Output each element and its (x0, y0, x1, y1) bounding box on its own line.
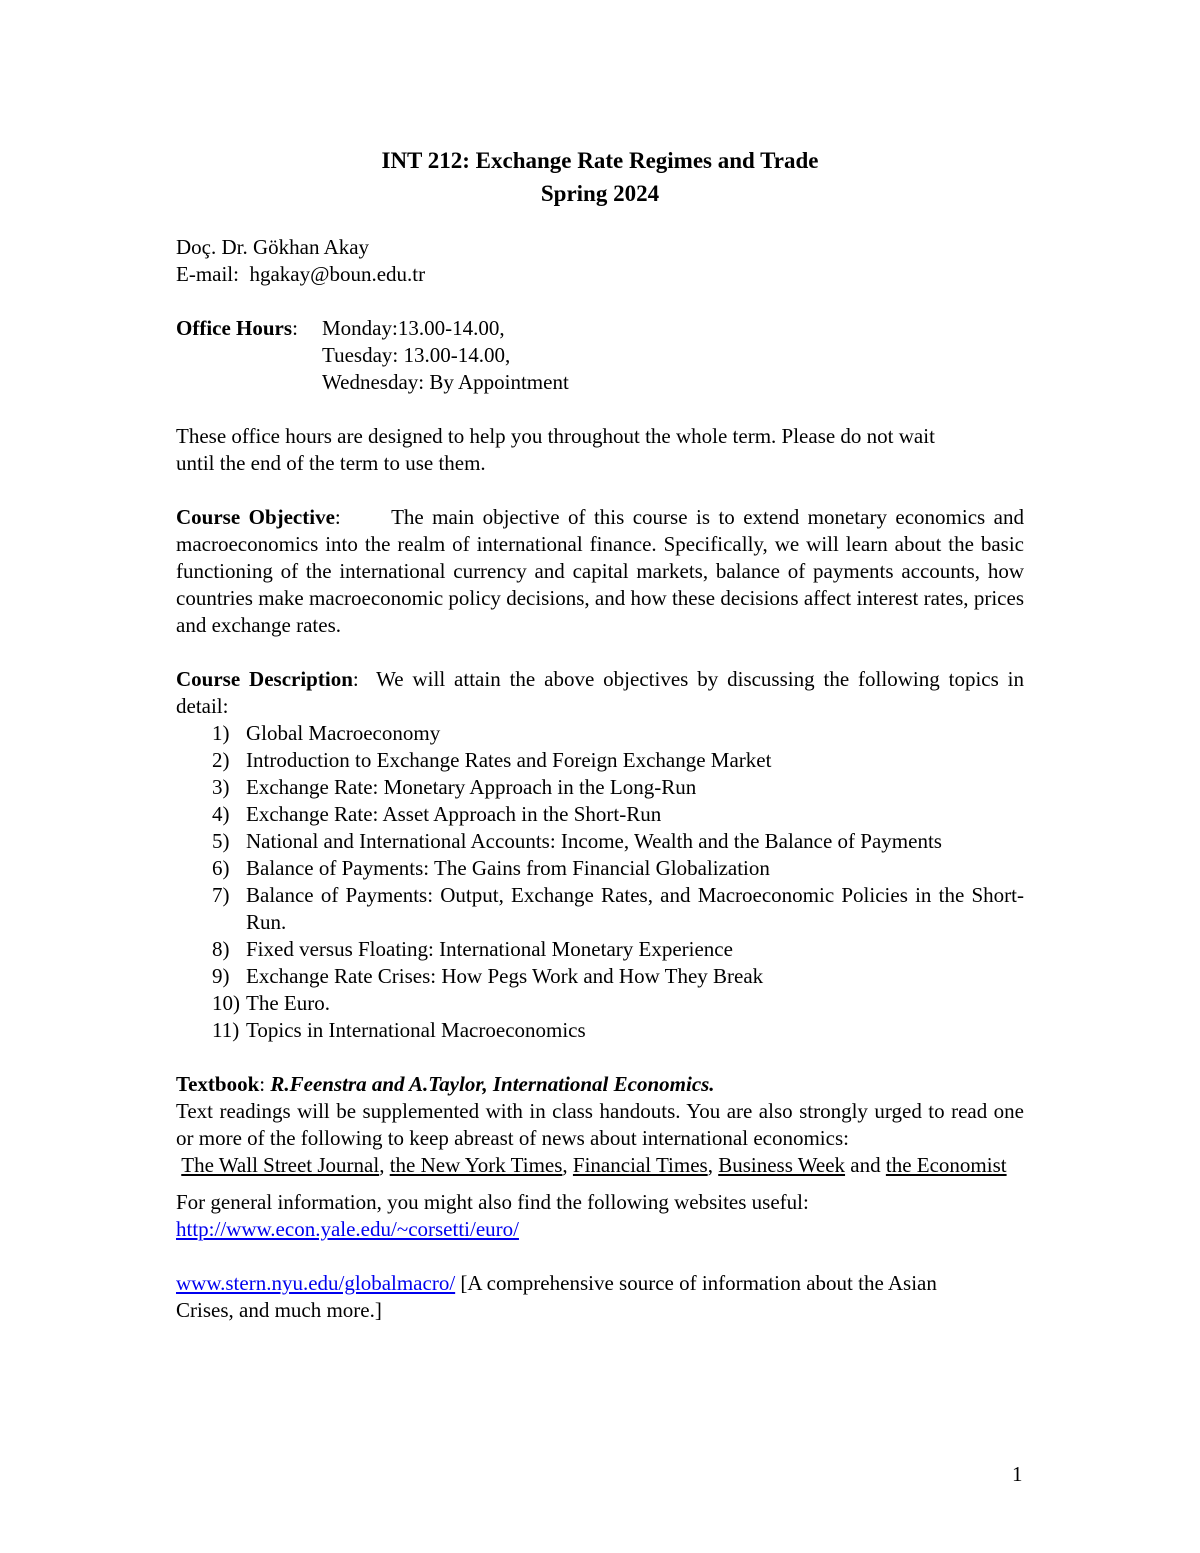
instructor-name: Doç. Dr. Gökhan Akay (176, 235, 370, 259)
newspaper-economist: the Economist (885, 1153, 1007, 1177)
course-description: Course Description: We will attain the above objectives by discussing the following topics in detail: (176, 667, 1025, 718)
office-hours: Office Hours: Monday:13.00-14.00, Tuesday: 13.00-14.00, Wednesday: By Appointment (176, 316, 569, 394)
newspaper-wsj: The Wall Street Journal (181, 1153, 380, 1177)
link-yale-euro[interactable]: http://www.econ.yale.edu/~corsetti/euro/ (176, 1217, 519, 1241)
textbook-title: R.Feenstra and A.Taylor, International Economics. (270, 1072, 715, 1096)
list-item: 6) Balance of Payments: The Gains from Financial Globalization (212, 856, 770, 880)
newspaper-nyt: the New York Times (389, 1153, 563, 1177)
office-hours-times (322, 315, 569, 396)
office-hours-tuesday: Tuesday: 13.00-14.00, (322, 343, 511, 367)
course-description-text: We will attain the above objectives by discussing the following topics in detail: (176, 667, 1025, 718)
email-address: hgakay@boun.edu.tr (249, 262, 426, 286)
newspaper-business-week: Business Week (718, 1153, 846, 1177)
office-hours-monday: Monday:13.00-14.00, (322, 316, 505, 340)
textbook-text: Text readings will be supplemented with in class handouts. You are also strongly urged to read one or more of the following to keep abreast of news about international economics: (176, 1099, 1024, 1150)
websites-intro: For general information, you might also find the following websites useful: (176, 1190, 809, 1214)
office-hours-note: These office hours are designed to help you throughout the whole term. Please do not wait until the end of the term to use them. (176, 424, 935, 475)
course-objective-label: Course Objective (176, 505, 335, 529)
office-hours-label: Office Hours (176, 316, 293, 340)
office-hours-wednesday: Wednesday: By Appointment (322, 370, 569, 394)
list-item: 8) Fixed versus Floating: International Monetary Experience (212, 937, 733, 961)
list-item: 11) Topics in International Macroeconomics (212, 1018, 586, 1042)
textbook-label: Textbook (176, 1072, 260, 1096)
email-label: E-mail: (176, 262, 239, 286)
newspaper-ft: Financial Times (572, 1153, 708, 1177)
websites-second (176, 1270, 996, 1324)
list-item: 1) Global Macroeconomy (212, 721, 441, 745)
instructor-email (176, 261, 1024, 288)
course-title-line1: INT 212: Exchange Rate Regimes and Trade (381, 148, 819, 173)
textbook: Textbook: R.Feenstra and A.Taylor, International Economics. (176, 1072, 715, 1096)
list-item: 5) National and International Accounts: Income, Wealth and the Balance of Payments (212, 829, 942, 853)
list-item: 4) Exchange Rate: Asset Approach in the Short-Run (212, 802, 662, 826)
topics-list (176, 720, 1024, 1044)
list-item: 10) The Euro. (212, 991, 330, 1015)
course-title (176, 144, 1024, 210)
newspapers-list: The Wall Street Journal, the New York Times, Financial Times, Business Week and the Economist (181, 1153, 1007, 1177)
course-term: Spring 2024 (540, 181, 660, 206)
list-item: 2) Introduction to Exchange Rates and Foreign Exchange Market (212, 748, 772, 772)
list-item: 3) Exchange Rate: Monetary Approach in the Long-Run (212, 775, 697, 799)
syllabus-content (176, 144, 1024, 1324)
page-number: 1 (1012, 1462, 1023, 1486)
link-stern-globalmacro[interactable]: www.stern.nyu.edu/globalmacro/ (176, 1271, 456, 1295)
link-stern-note: [A comprehensive source of information about the Asian Crises, and much more.] (176, 1271, 937, 1322)
list-item: 7) Balance of Payments: Output, Exchange Rates, and Macroeconomic Policies in the Short-Run. (212, 883, 1024, 934)
list-item: 9) Exchange Rate Crises: How Pegs Work and How They Break (212, 964, 764, 988)
course-description-label: Course Description (176, 667, 353, 691)
course-objective-text: The main objective of this course is to extend monetary economics and macroeconomics into the realm of international finance. Specifically, we will learn about the basic functioning of the international currency and capital markets, balance of payments accounts, how countries make macroeconomic policy decisions, and how these decisions affect interest rates, prices and exchange rates. (176, 505, 1024, 637)
course-objective: Course Objective: The main objective of this course is to extend monetary economics and macroeconomics into the realm of international finance. Specifically, we will learn about the basic functioning of the international currency and capital markets, balance of payments accounts, how countries make macroeconomic policy decisions, and how these decisions affect interest rates, prices and exchange rates. (176, 505, 1024, 637)
